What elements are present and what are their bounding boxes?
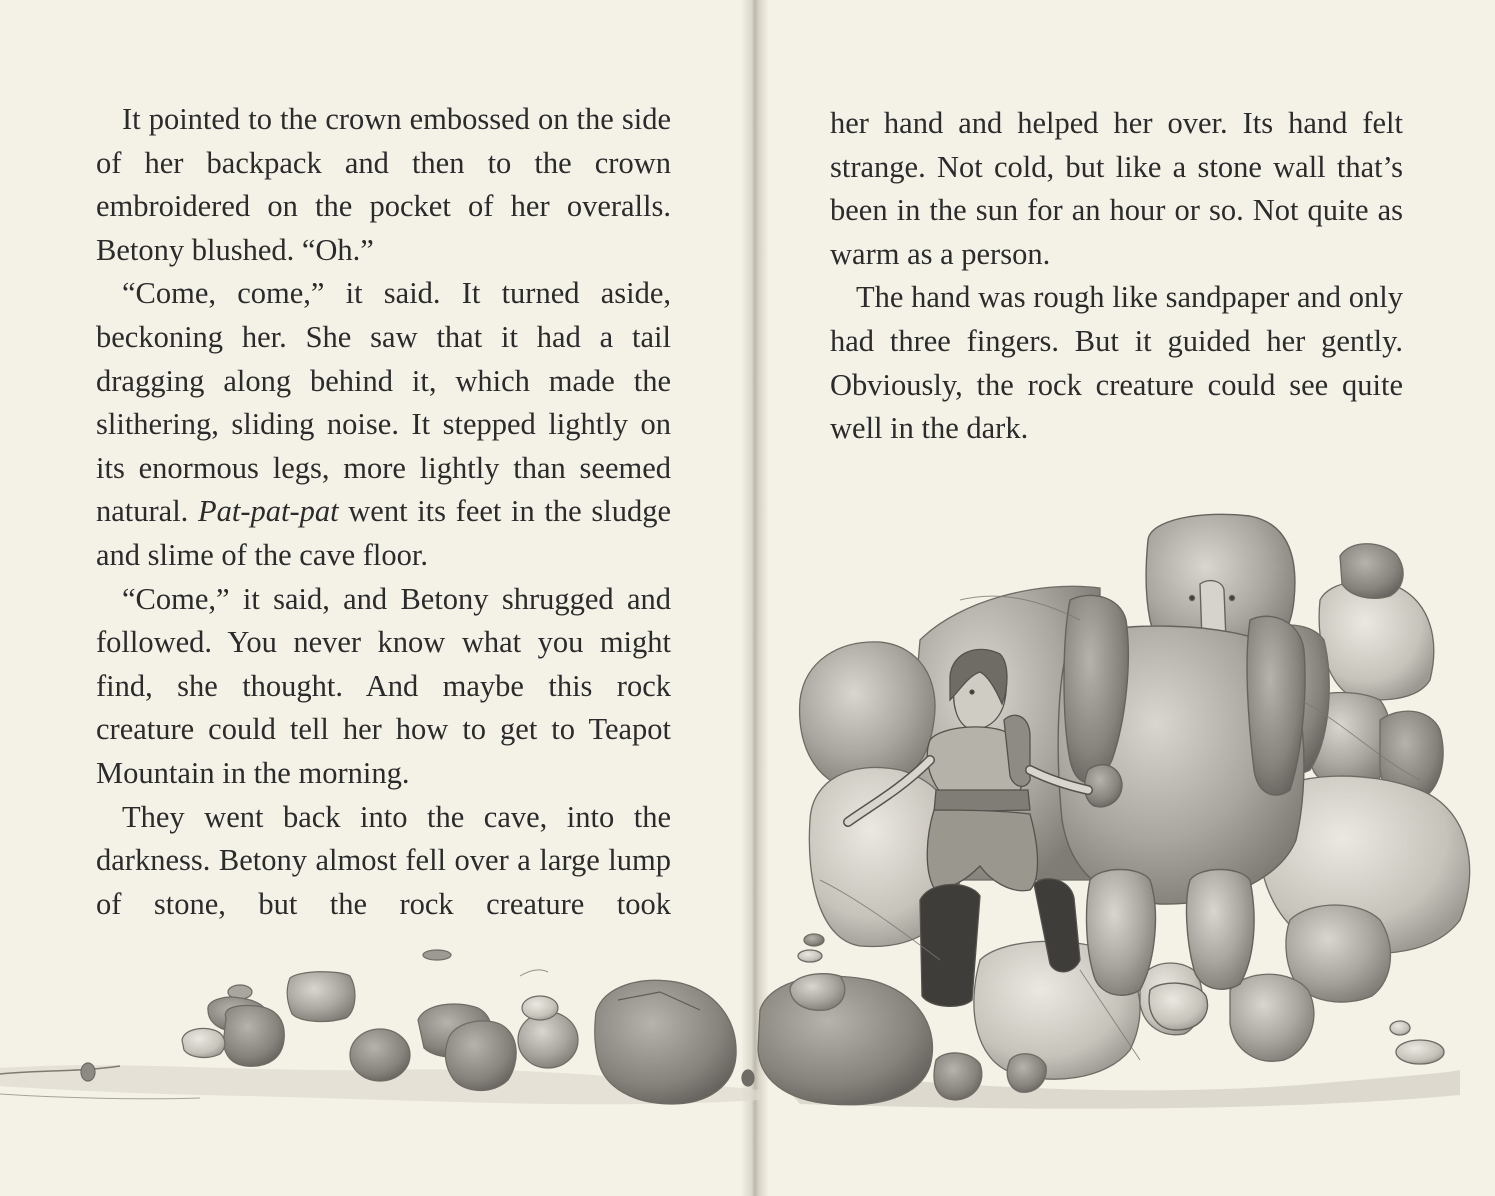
paragraph: They went back into the cave, into the darkness. Betony almost fell over a large lump of stone, but the rock creature took: [96, 799, 671, 921]
right-page-text: [830, 102, 1403, 451]
paragraph: [96, 272, 671, 577]
paragraph: The hand was rough like sandpaper and only had three fingers. But it guided her gently. Obviously, the rock creature could see quite well in the dark.: [830, 280, 1403, 446]
italic-phrase: Pat-pat-pat: [197, 494, 339, 529]
paragraph: It pointed to the crown embossed on the side of her backpack and then to the crown embroidered on the pocket of her overalls. Betony blushed. “Oh.”: [96, 102, 671, 267]
paragraph-text: “Come, come,” it said. It turned aside, beckoning her. She saw that it had a tail dragging along behind it, which made the slithering, sliding noise. It stepped lightly on its enormous legs, more lightly than seemed natural.: [96, 276, 671, 529]
paragraph-text-end: went its feet in the sludge and slime of the cave floor.: [96, 494, 671, 572]
paragraph: her hand and helped her over. Its hand felt strange. Not cold, but like a stone wall that’s been in the sun for an hour or so. Not quite as warm as a person.: [830, 106, 1403, 271]
left-page-text: [96, 98, 671, 926]
paragraph: “Come,” it said, and Betony shrugged and followed. You never know what you might find, she thought. And maybe this rock creature could tell her how to get to Teapot Mountain in the morning.: [96, 581, 671, 790]
